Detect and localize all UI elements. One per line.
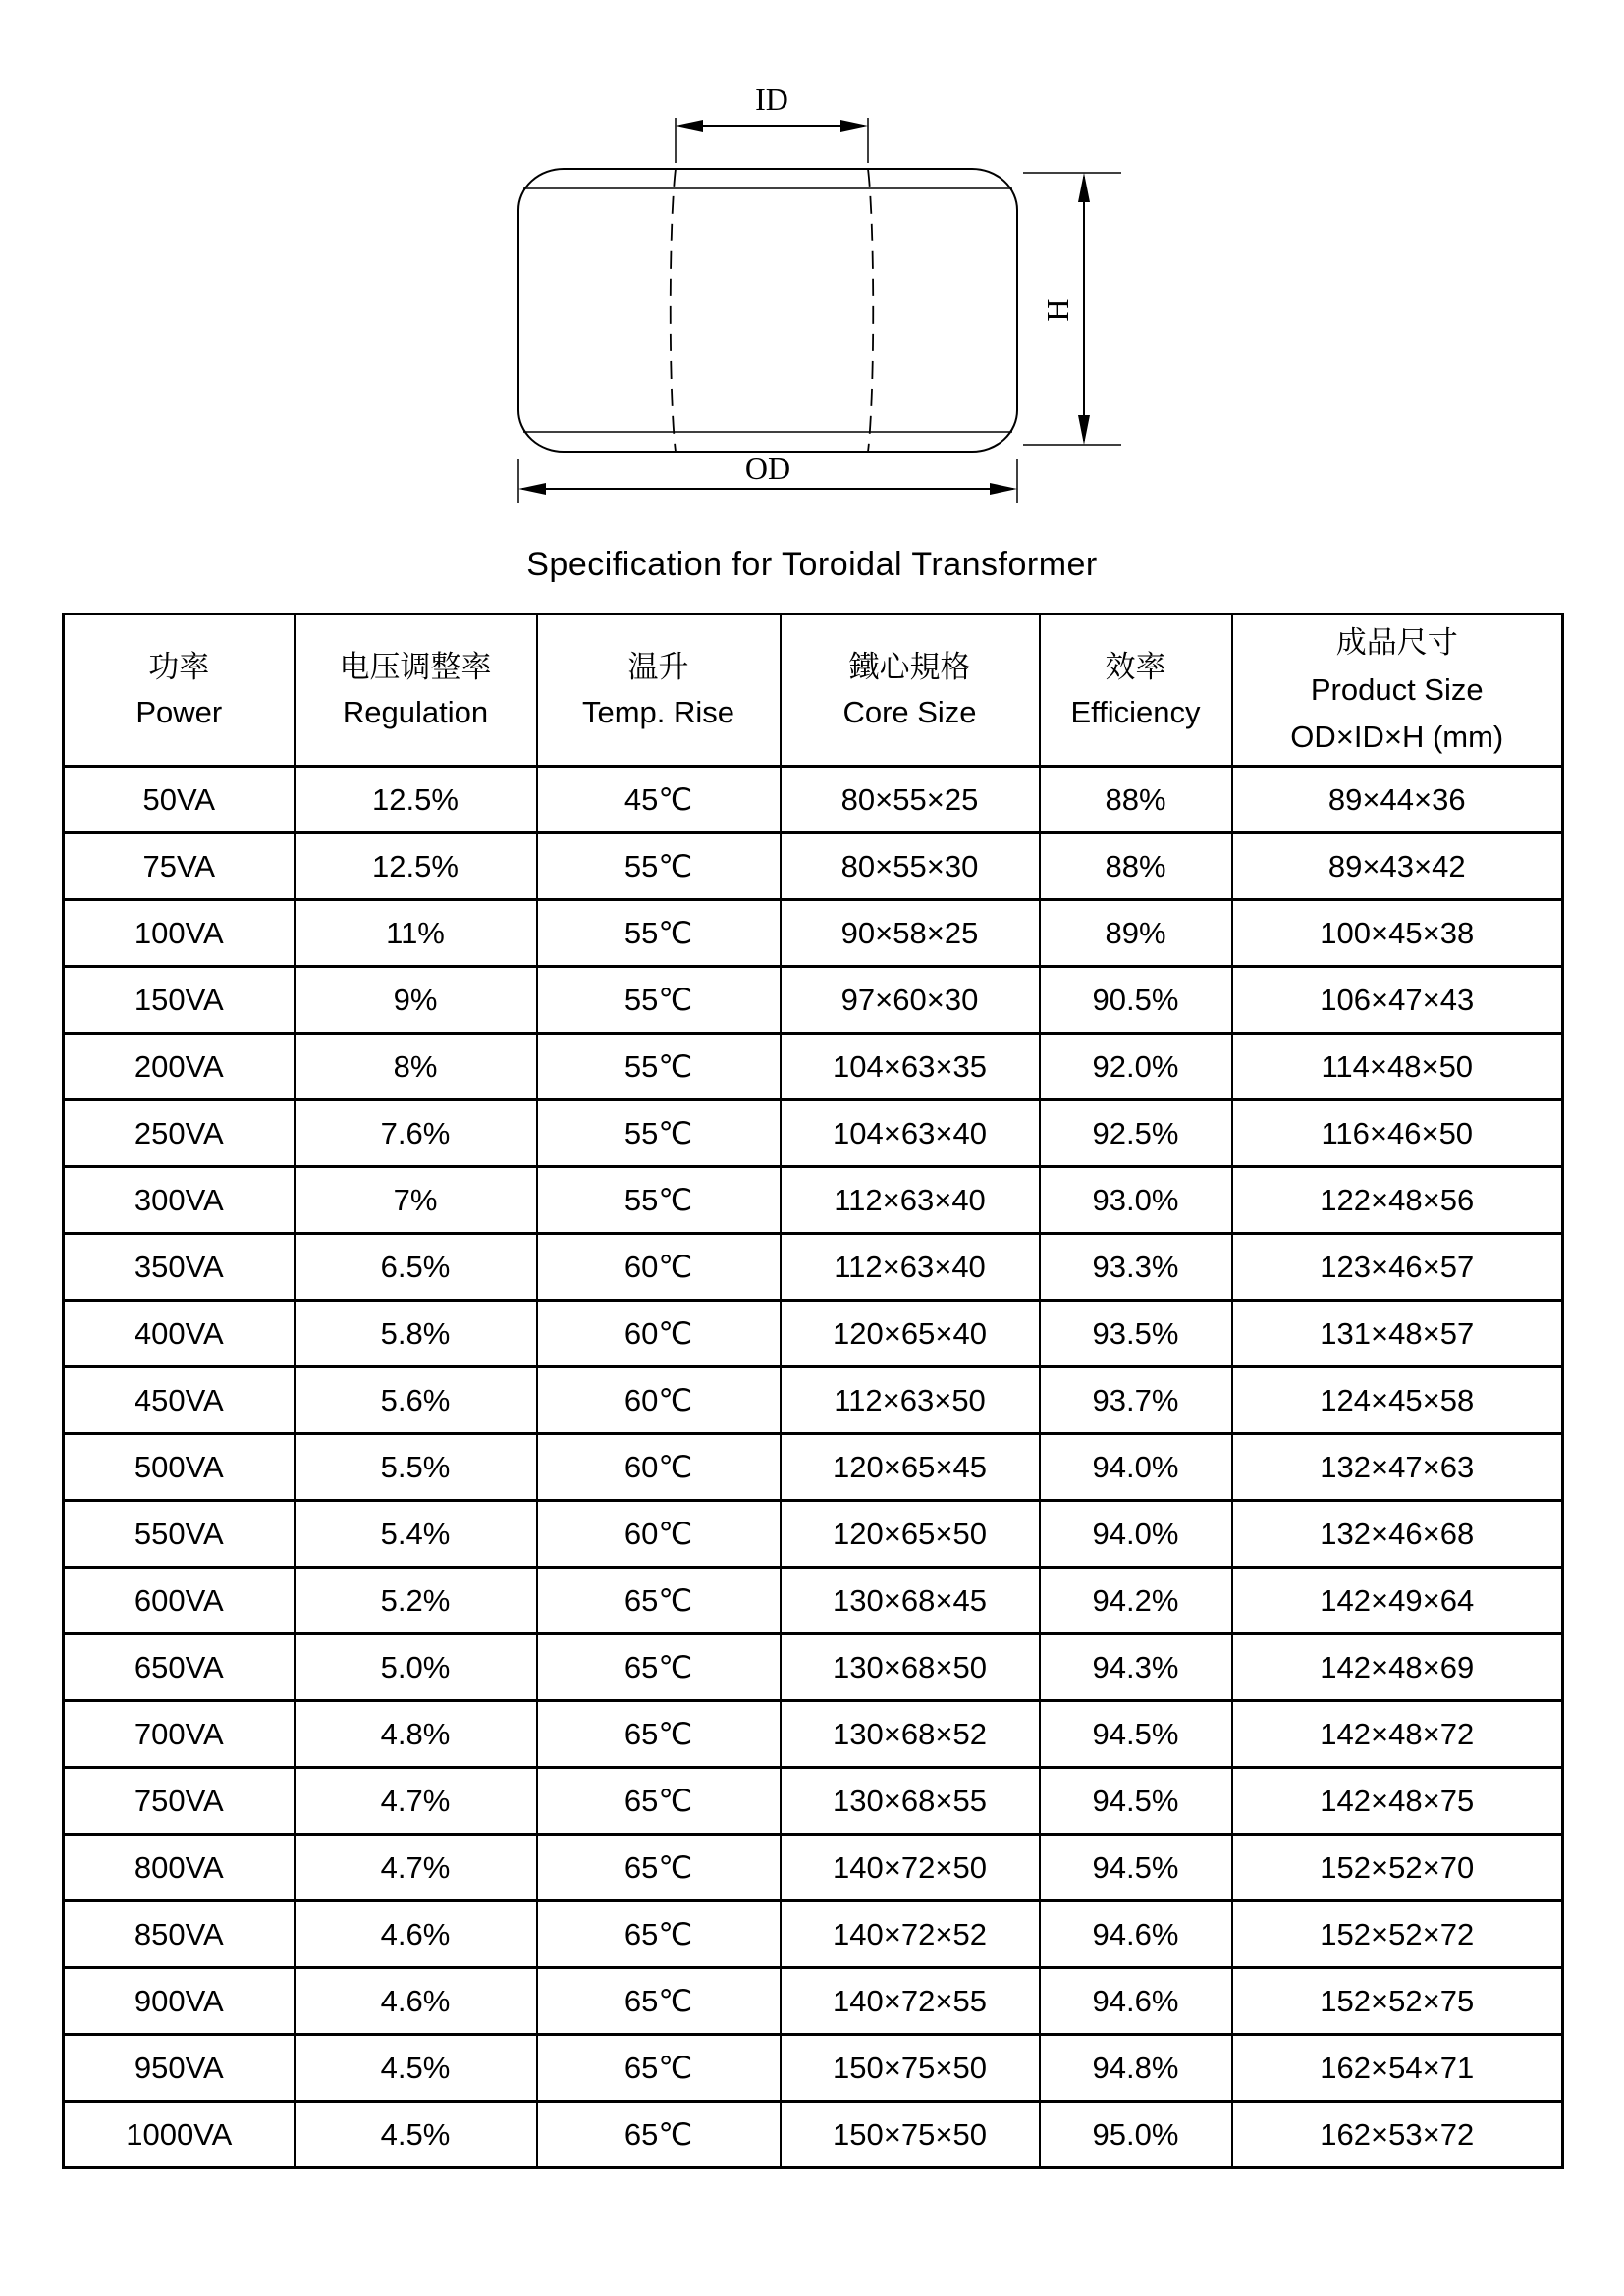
cell-product-size: 124×45×58 bbox=[1232, 1367, 1563, 1434]
od-dimension-label: OD bbox=[744, 451, 791, 486]
cell-temp-rise: 60℃ bbox=[537, 1367, 781, 1434]
cell-temp-rise: 45℃ bbox=[537, 767, 781, 833]
col-header-efficiency bbox=[1040, 614, 1232, 767]
cell-regulation: 5.2% bbox=[295, 1568, 537, 1634]
table-row bbox=[64, 1901, 1563, 1968]
cell-core-size: 104×63×40 bbox=[781, 1100, 1040, 1167]
cell-product-size: 142×48×69 bbox=[1232, 1634, 1563, 1701]
table-row bbox=[64, 1301, 1563, 1367]
cell-product-size: 162×53×72 bbox=[1232, 2102, 1563, 2168]
cell-power: 450VA bbox=[64, 1367, 295, 1434]
cell-power: 1000VA bbox=[64, 2102, 295, 2168]
col-header-temp-rise-en: Temp. Rise bbox=[581, 695, 735, 729]
cell-temp-rise: 65℃ bbox=[537, 2102, 781, 2168]
cell-product-size: 114×48×50 bbox=[1232, 1034, 1563, 1100]
cell-efficiency: 94.5% bbox=[1040, 1768, 1232, 1835]
col-header-power bbox=[64, 614, 295, 767]
cell-temp-rise: 65℃ bbox=[537, 1968, 781, 2035]
cell-regulation: 4.5% bbox=[295, 2035, 537, 2102]
cell-regulation: 8% bbox=[295, 1034, 537, 1100]
cell-efficiency: 93.5% bbox=[1040, 1301, 1232, 1367]
cell-product-size: 152×52×75 bbox=[1232, 1968, 1563, 2035]
cell-core-size: 112×63×40 bbox=[781, 1167, 1040, 1234]
cell-core-size: 140×72×55 bbox=[781, 1968, 1040, 2035]
cell-efficiency: 89% bbox=[1040, 900, 1232, 967]
cell-product-size: 116×46×50 bbox=[1232, 1100, 1563, 1167]
cell-efficiency: 93.0% bbox=[1040, 1167, 1232, 1234]
cell-core-size: 140×72×50 bbox=[781, 1835, 1040, 1901]
cell-core-size: 120×65×50 bbox=[781, 1501, 1040, 1568]
cell-efficiency: 95.0% bbox=[1040, 2102, 1232, 2168]
spec-table bbox=[62, 613, 1564, 2169]
cell-core-size: 120×65×40 bbox=[781, 1301, 1040, 1367]
cell-product-size: 162×54×71 bbox=[1232, 2035, 1563, 2102]
cell-core-size: 150×75×50 bbox=[781, 2035, 1040, 2102]
cell-efficiency: 92.0% bbox=[1040, 1034, 1232, 1100]
cell-temp-rise: 60℃ bbox=[537, 1434, 781, 1501]
cell-power: 350VA bbox=[64, 1234, 295, 1301]
col-header-product-size bbox=[1232, 614, 1563, 767]
col-header-temp-rise-zh: 温升 bbox=[627, 650, 689, 684]
table-row bbox=[64, 1835, 1563, 1901]
col-header-power-en: Power bbox=[135, 695, 223, 729]
cell-core-size: 112×63×50 bbox=[781, 1367, 1040, 1434]
cell-product-size: 132×46×68 bbox=[1232, 1501, 1563, 1568]
cell-product-size: 122×48×56 bbox=[1232, 1167, 1563, 1234]
cell-product-size: 100×45×38 bbox=[1232, 900, 1563, 967]
cell-power: 200VA bbox=[64, 1034, 295, 1100]
col-header-regulation-en: Regulation bbox=[342, 695, 489, 729]
spec-table-body bbox=[64, 767, 1563, 2168]
table-row bbox=[64, 1367, 1563, 1434]
cell-power: 300VA bbox=[64, 1167, 295, 1234]
table-row bbox=[64, 967, 1563, 1034]
table-row bbox=[64, 1968, 1563, 2035]
cell-temp-rise: 60℃ bbox=[537, 1301, 781, 1367]
col-header-efficiency-en: Efficiency bbox=[1070, 695, 1201, 729]
table-row bbox=[64, 900, 1563, 967]
col-header-core-size-en: Core Size bbox=[842, 695, 977, 729]
cell-product-size: 89×44×36 bbox=[1232, 767, 1563, 833]
cell-efficiency: 94.2% bbox=[1040, 1568, 1232, 1634]
table-row bbox=[64, 1167, 1563, 1234]
cell-regulation: 5.8% bbox=[295, 1301, 537, 1367]
cell-regulation: 4.6% bbox=[295, 1968, 537, 2035]
cell-core-size: 90×58×25 bbox=[781, 900, 1040, 967]
inner-hole-left-line bbox=[671, 169, 676, 452]
cell-power: 100VA bbox=[64, 900, 295, 967]
cell-power: 950VA bbox=[64, 2035, 295, 2102]
col-header-regulation-zh: 电压调整率 bbox=[339, 650, 492, 684]
cell-efficiency: 94.3% bbox=[1040, 1634, 1232, 1701]
toroid-body bbox=[518, 169, 1017, 452]
table-row bbox=[64, 2102, 1563, 2168]
cell-temp-rise: 55℃ bbox=[537, 1034, 781, 1100]
cell-power: 550VA bbox=[64, 1501, 295, 1568]
col-header-product-size-en: Product Size bbox=[1310, 672, 1484, 707]
col-header-efficiency-zh: 效率 bbox=[1105, 650, 1166, 684]
header-row bbox=[64, 614, 1563, 767]
cell-temp-rise: 55℃ bbox=[537, 900, 781, 967]
cell-efficiency: 92.5% bbox=[1040, 1100, 1232, 1167]
cell-regulation: 9% bbox=[295, 967, 537, 1034]
table-row bbox=[64, 1768, 1563, 1835]
cell-temp-rise: 65℃ bbox=[537, 1634, 781, 1701]
cell-core-size: 130×68×55 bbox=[781, 1768, 1040, 1835]
cell-power: 800VA bbox=[64, 1835, 295, 1901]
page-title: Specification for Toroidal Transformer bbox=[526, 546, 1098, 583]
cell-regulation: 5.4% bbox=[295, 1501, 537, 1568]
cell-product-size: 106×47×43 bbox=[1232, 967, 1563, 1034]
col-header-product-size-sub: OD×ID×H (mm) bbox=[1290, 720, 1504, 754]
cell-efficiency: 90.5% bbox=[1040, 967, 1232, 1034]
col-header-temp-rise bbox=[537, 614, 781, 767]
h-dimension bbox=[1023, 173, 1121, 445]
cell-power: 650VA bbox=[64, 1634, 295, 1701]
cell-power: 50VA bbox=[64, 767, 295, 833]
cell-power: 150VA bbox=[64, 967, 295, 1034]
cell-regulation: 5.5% bbox=[295, 1434, 537, 1501]
cell-efficiency: 88% bbox=[1040, 767, 1232, 833]
cell-temp-rise: 55℃ bbox=[537, 1100, 781, 1167]
id-dimension-label: ID bbox=[755, 81, 788, 117]
cell-core-size: 140×72×52 bbox=[781, 1901, 1040, 1968]
cell-temp-rise: 55℃ bbox=[537, 967, 781, 1034]
cell-core-size: 104×63×35 bbox=[781, 1034, 1040, 1100]
cell-power: 500VA bbox=[64, 1434, 295, 1501]
cell-temp-rise: 65℃ bbox=[537, 1701, 781, 1768]
cell-temp-rise: 55℃ bbox=[537, 833, 781, 900]
table-row bbox=[64, 1234, 1563, 1301]
table-row bbox=[64, 2035, 1563, 2102]
cell-power: 600VA bbox=[64, 1568, 295, 1634]
cell-temp-rise: 65℃ bbox=[537, 1835, 781, 1901]
cell-regulation: 7% bbox=[295, 1167, 537, 1234]
table-row bbox=[64, 1634, 1563, 1701]
col-header-core-size bbox=[781, 614, 1040, 767]
cell-temp-rise: 60℃ bbox=[537, 1501, 781, 1568]
cell-regulation: 4.6% bbox=[295, 1901, 537, 1968]
cell-temp-rise: 65℃ bbox=[537, 1568, 781, 1634]
cell-power: 900VA bbox=[64, 1968, 295, 2035]
cell-efficiency: 94.8% bbox=[1040, 2035, 1232, 2102]
cell-product-size: 152×52×72 bbox=[1232, 1901, 1563, 1968]
cell-product-size: 89×43×42 bbox=[1232, 833, 1563, 900]
table-row bbox=[64, 1701, 1563, 1768]
cell-regulation: 7.6% bbox=[295, 1100, 537, 1167]
cell-efficiency: 94.0% bbox=[1040, 1434, 1232, 1501]
table-row bbox=[64, 1034, 1563, 1100]
cell-core-size: 80×55×25 bbox=[781, 767, 1040, 833]
cell-efficiency: 88% bbox=[1040, 833, 1232, 900]
table-row bbox=[64, 767, 1563, 833]
col-header-regulation bbox=[295, 614, 537, 767]
cell-core-size: 112×63×40 bbox=[781, 1234, 1040, 1301]
col-header-product-size-zh: 成品尺寸 bbox=[1335, 625, 1458, 660]
table-row bbox=[64, 1434, 1563, 1501]
table-row bbox=[64, 1501, 1563, 1568]
table-row bbox=[64, 1100, 1563, 1167]
toroid-drawing bbox=[422, 49, 1178, 550]
cell-efficiency: 94.0% bbox=[1040, 1501, 1232, 1568]
toroid-diagram bbox=[422, 49, 1178, 550]
cell-core-size: 130×68×45 bbox=[781, 1568, 1040, 1634]
cell-regulation: 4.8% bbox=[295, 1701, 537, 1768]
cell-efficiency: 93.7% bbox=[1040, 1367, 1232, 1434]
id-dimension bbox=[676, 81, 868, 163]
cell-temp-rise: 60℃ bbox=[537, 1234, 781, 1301]
col-header-core-size-zh: 鐵心規格 bbox=[848, 650, 971, 684]
cell-efficiency: 94.5% bbox=[1040, 1835, 1232, 1901]
cell-product-size: 131×48×57 bbox=[1232, 1301, 1563, 1367]
cell-power: 75VA bbox=[64, 833, 295, 900]
cell-temp-rise: 65℃ bbox=[537, 1768, 781, 1835]
table-row bbox=[64, 833, 1563, 900]
cell-core-size: 80×55×30 bbox=[781, 833, 1040, 900]
col-header-power-zh: 功率 bbox=[148, 650, 210, 684]
cell-product-size: 132×47×63 bbox=[1232, 1434, 1563, 1501]
cell-regulation: 6.5% bbox=[295, 1234, 537, 1301]
cell-regulation: 5.0% bbox=[295, 1634, 537, 1701]
cell-efficiency: 93.3% bbox=[1040, 1234, 1232, 1301]
cell-product-size: 142×48×75 bbox=[1232, 1768, 1563, 1835]
cell-core-size: 130×68×50 bbox=[781, 1634, 1040, 1701]
cell-efficiency: 94.6% bbox=[1040, 1968, 1232, 2035]
cell-product-size: 142×48×72 bbox=[1232, 1701, 1563, 1768]
cell-product-size: 123×46×57 bbox=[1232, 1234, 1563, 1301]
cell-core-size: 130×68×52 bbox=[781, 1701, 1040, 1768]
cell-regulation: 12.5% bbox=[295, 767, 537, 833]
cell-core-size: 120×65×45 bbox=[781, 1434, 1040, 1501]
od-dimension bbox=[518, 451, 1017, 503]
cell-power: 400VA bbox=[64, 1301, 295, 1367]
cell-core-size: 150×75×50 bbox=[781, 2102, 1040, 2168]
cell-product-size: 152×52×70 bbox=[1232, 1835, 1563, 1901]
inner-hole-right-line bbox=[868, 169, 873, 452]
cell-regulation: 4.7% bbox=[295, 1768, 537, 1835]
cell-regulation: 12.5% bbox=[295, 833, 537, 900]
cell-regulation: 4.5% bbox=[295, 2102, 537, 2168]
cell-core-size: 97×60×30 bbox=[781, 967, 1040, 1034]
cell-efficiency: 94.5% bbox=[1040, 1701, 1232, 1768]
cell-regulation: 5.6% bbox=[295, 1367, 537, 1434]
cell-power: 700VA bbox=[64, 1701, 295, 1768]
cell-regulation: 11% bbox=[295, 900, 537, 967]
cell-temp-rise: 65℃ bbox=[537, 1901, 781, 1968]
h-dimension-label: H bbox=[1040, 298, 1075, 322]
cell-product-size: 142×49×64 bbox=[1232, 1568, 1563, 1634]
cell-regulation: 4.7% bbox=[295, 1835, 537, 1901]
table-row bbox=[64, 1568, 1563, 1634]
cell-efficiency: 94.6% bbox=[1040, 1901, 1232, 1968]
cell-power: 250VA bbox=[64, 1100, 295, 1167]
cell-power: 850VA bbox=[64, 1901, 295, 1968]
cell-power: 750VA bbox=[64, 1768, 295, 1835]
cell-temp-rise: 65℃ bbox=[537, 2035, 781, 2102]
cell-temp-rise: 55℃ bbox=[537, 1167, 781, 1234]
